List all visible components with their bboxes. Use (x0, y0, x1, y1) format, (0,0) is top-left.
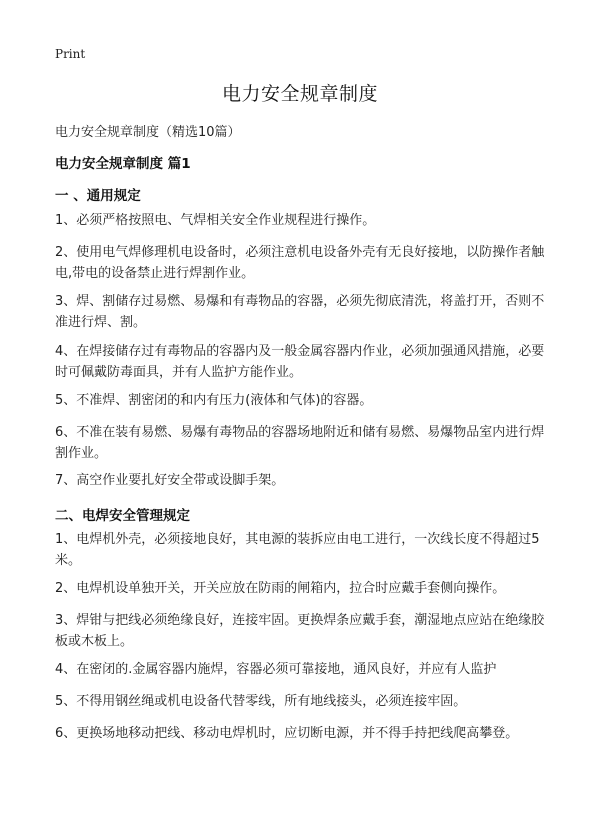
section-1-item-2: 2、使用电气焊修理机电设备时，必须注意机电设备外壳有无良好接地，以防操作者触电,带电的设备禁止进行焊割作业。 (55, 245, 545, 281)
section-1-item-5: 5、不准焊、割密闭的和内有压力(液体和气体)的容器。 (55, 393, 373, 408)
section-1-item-3: 3、焊、割储存过易燃、易爆和有毒物品的容器，必须先彻底清洗，将盖打开，否则不准进行焊、割。 (55, 294, 545, 330)
section-1-item-1: 1、必须严格按照电、气焊相关安全作业规程进行操作。 (55, 213, 376, 228)
section-2-item-6: 6、更换场地移动把线、移动电焊机时，应切断电源，并不得手持把线爬高攀登。 (55, 726, 519, 741)
section-2-item-1: 1、电焊机外壳，必须接地良好，其电源的装拆应由电工进行，一次线长度不得超过5米。 (55, 532, 540, 568)
section-1-item-7: 7、高空作业要扎好安全带或设脚手架。 (55, 473, 285, 488)
print-label[interactable]: Print (55, 47, 86, 61)
section-2-item-3: 3、焊钳与把线必须绝缘良好，连接牢固。更换焊条应戴手套，潮湿地点应站在绝缘胶板或木板上。 (55, 613, 545, 649)
document-subtitle: 电力安全规章制度（精选10篇） (55, 125, 241, 140)
section-1-item-6: 6、不准在装有易燃、易爆有毒物品的容器场地附近和储有易燃、易爆物品室内进行焊割作业。 (55, 425, 545, 461)
section-2-heading: 二、电焊安全管理规定 (55, 508, 190, 524)
part-heading: 电力安全规章制度 篇1 (55, 156, 191, 172)
section-2-item-4: 4、在密闭的.金属容器内施焊，容器必须可靠接地，通风良好，并应有人监护 (55, 662, 497, 677)
section-1-item-4: 4、在焊接储存过有毒物品的容器内及一般金属容器内作业，必须加强通风措施，必要时可佩戴防毒面具，并有人监护方能作业。 (55, 344, 545, 380)
document-title: 电力安全规章制度 (221, 83, 378, 105)
section-2-item-5: 5、不得用钢丝绳或机电设备代替零线，所有地线接头，必须连接牢固。 (55, 694, 467, 709)
section-2-item-2: 2、电焊机设单独开关，开关应放在防雨的闸箱内，拉合时应戴手套侧向操作。 (55, 581, 506, 596)
section-1-heading: 一 、通用规定 (55, 188, 141, 204)
